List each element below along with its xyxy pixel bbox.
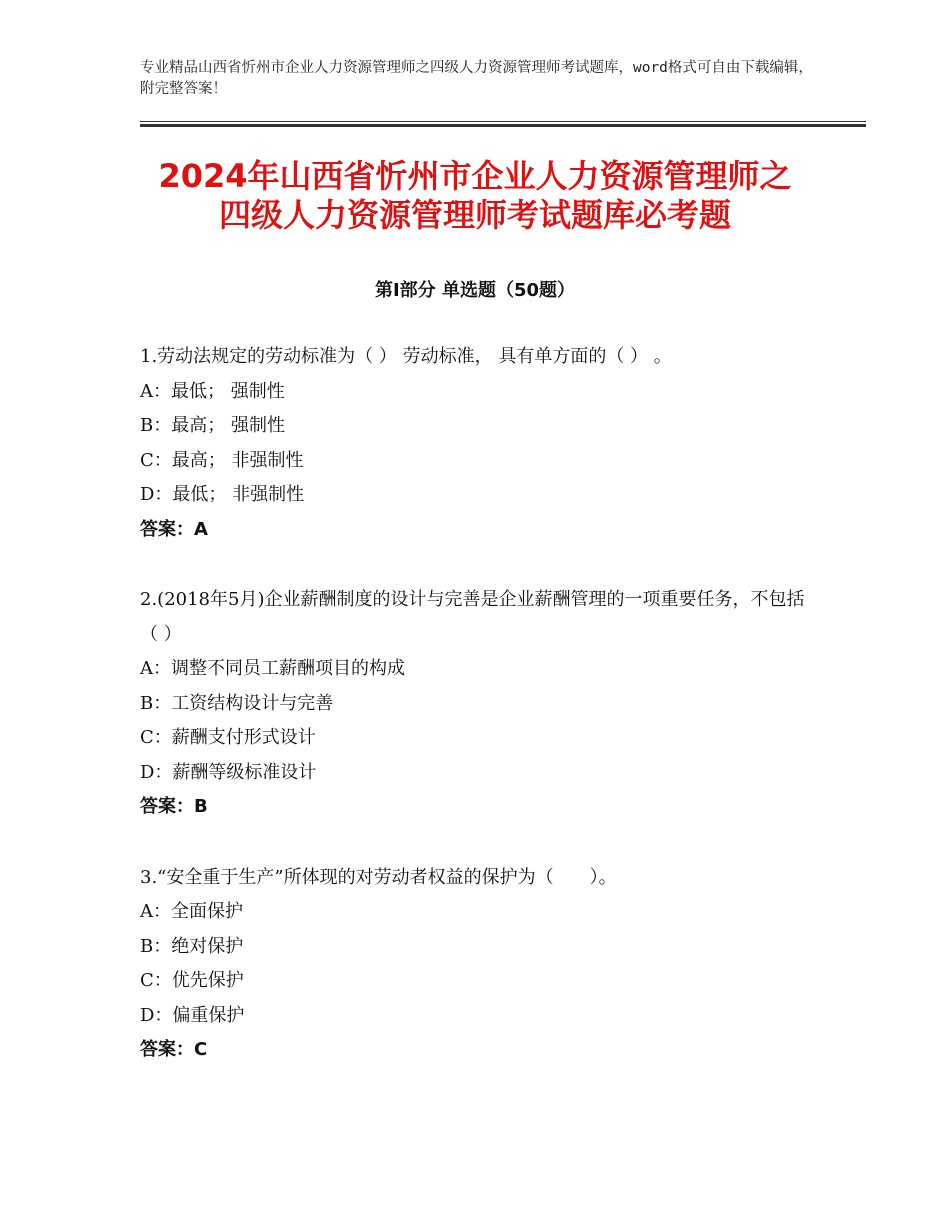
section-heading: 第Ⅰ部分 单选题（50题） (374, 280, 575, 301)
option-d: D：偏重保护 (140, 1004, 245, 1026)
answer: 答案：C (140, 1039, 208, 1060)
option-a: A：调整不同员工薪酬项目的构成 (140, 658, 405, 679)
header-note: 专业精品山西省忻州市企业人力资源管理师之四级人力资源管理师考试题库，word格式可自由下载编辑，附完整答案！ (140, 60, 813, 97)
option-b: B：工资结构设计与完善 (140, 692, 334, 714)
title-line-1: 2024年山西省忻州市企业人力资源管理师之 (158, 157, 792, 195)
title-line-2: 四级人力资源管理师考试题库必考题 (218, 196, 731, 234)
option-b: B：最高； 强制性 (140, 415, 285, 436)
question-stem: 1.劳动法规定的劳动标准为（ ） 劳动标准， 具有单方面的（ ） 。 (140, 346, 672, 367)
option-a: A：最低； 强制性 (140, 380, 285, 402)
answer: 答案：B (140, 796, 208, 817)
option-d: D：最低； 非强制性 (140, 484, 305, 505)
option-c: C：优先保护 (140, 970, 244, 991)
option-c: C：最高； 非强制性 (140, 449, 304, 471)
header-divider-thick (140, 124, 866, 127)
option-a: A：全面保护 (140, 901, 243, 922)
document-title (60, 157, 890, 235)
question-stem: 2.(2018年5月)企业薪酬制度的设计与完善是企业薪酬管理的一项重要任务，不包括（ ） (140, 589, 805, 645)
header-divider-thin (140, 121, 866, 122)
option-b: B：绝对保护 (140, 935, 244, 957)
question-3 (140, 861, 820, 1068)
answer: 答案：A (140, 518, 208, 540)
option-c: C：薪酬支付形式设计 (140, 727, 316, 748)
question-2 (140, 583, 820, 825)
question-1 (140, 340, 820, 547)
question-stem: 3.“安全重于生产”所体现的对劳动者权益的保护为（ ）。 (140, 866, 617, 888)
option-d: D：薪酬等级标准设计 (140, 761, 317, 783)
question-list (140, 340, 820, 1104)
